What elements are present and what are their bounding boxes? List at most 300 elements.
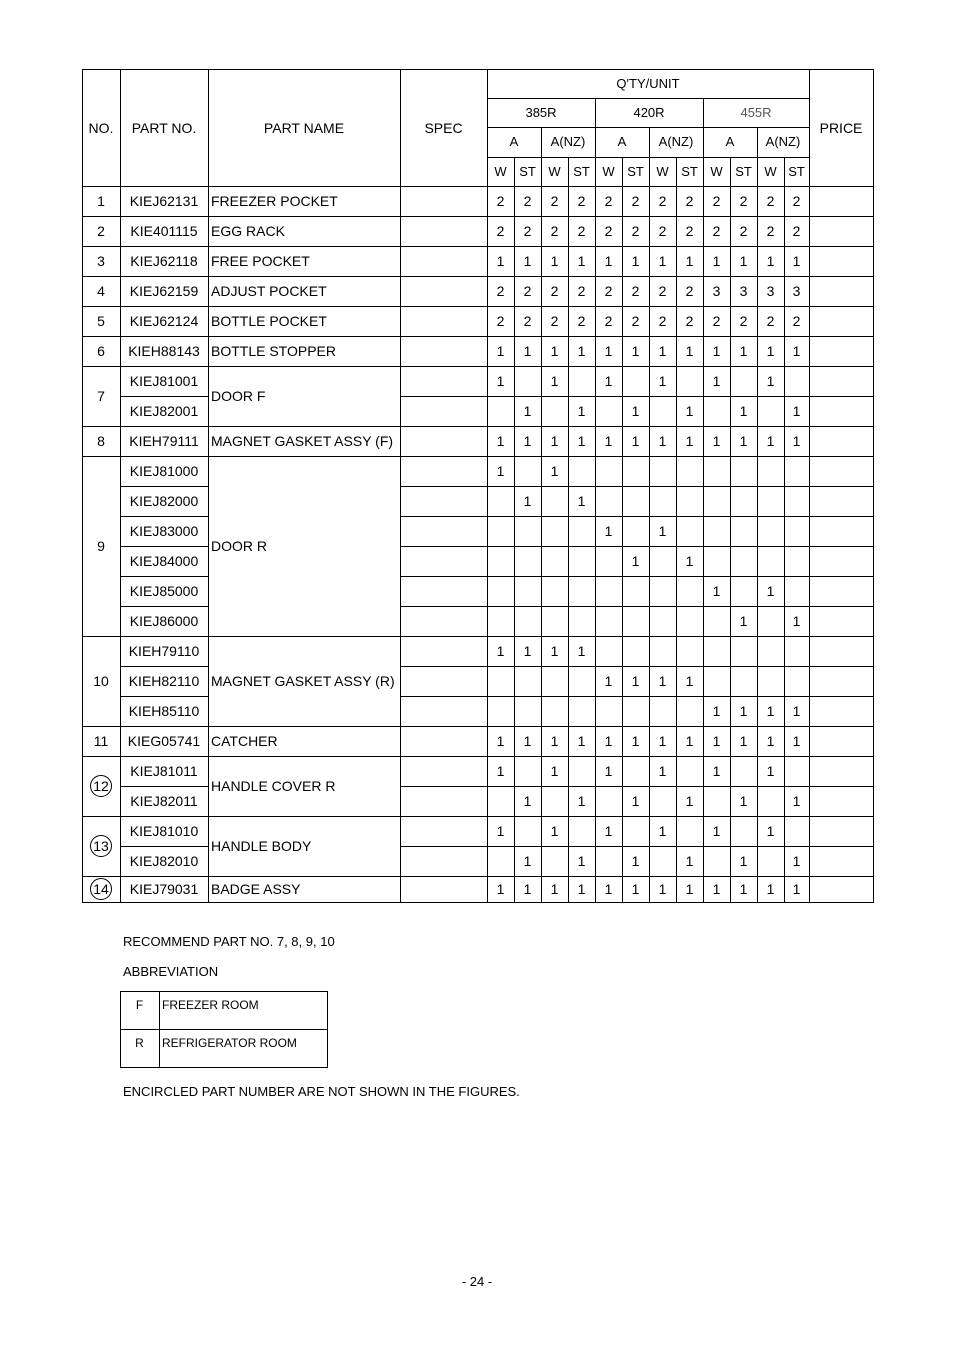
qty-cell: 1: [550, 433, 559, 449]
qty-cell: 2: [577, 283, 586, 299]
qty-cell: 2: [604, 223, 613, 239]
qty-cell: 1: [523, 733, 532, 749]
part-name: HANDLE BODY: [211, 838, 312, 854]
part-number: KIEJ81010: [129, 823, 199, 839]
qty-cell: 1: [685, 881, 694, 897]
part-number: KIEJ79031: [129, 881, 199, 897]
qty-cell: 2: [658, 223, 667, 239]
qty-cell: 2: [658, 193, 667, 209]
qty-cell: 2: [792, 223, 801, 239]
part-number: KIEJ81011: [130, 763, 198, 779]
abbr-box-border: [120, 991, 328, 992]
qty-cell: 2: [712, 193, 721, 209]
part-name: FREE POCKET: [211, 253, 310, 269]
qty-cell: 1: [631, 673, 640, 689]
qty-cell: 1: [604, 733, 613, 749]
qty-cell: 1: [739, 733, 748, 749]
qty-cell: 1: [604, 343, 613, 359]
part-name: BADGE ASSY: [211, 881, 301, 897]
recommend-note: RECOMMEND PART NO. 7, 8, 9, 10: [123, 934, 335, 949]
item-number: 11: [93, 733, 109, 749]
header-color: ST: [681, 163, 698, 179]
qty-cell: 1: [712, 583, 721, 599]
qty-cell: 1: [496, 373, 505, 389]
qty-cell: 1: [792, 881, 801, 897]
row-separator: [400, 846, 874, 847]
part-number: KIEJ81001: [129, 373, 199, 389]
header-bottom-line: [82, 186, 874, 187]
header-part-name: PART NAME: [263, 119, 345, 136]
qty-cell: 2: [577, 313, 586, 329]
row-separator: [400, 606, 874, 607]
qty-cell: 1: [792, 703, 801, 719]
row-separator: [120, 606, 209, 607]
part-number: KIEJ83000: [129, 523, 199, 539]
group-separator: [82, 246, 874, 247]
row-separator: [120, 666, 209, 667]
header-color: W: [656, 163, 669, 179]
part-number: KIEJ84000: [129, 553, 199, 569]
table-vline: [568, 157, 569, 903]
group-separator: [82, 636, 874, 637]
qty-cell: 1: [577, 793, 586, 809]
abbr-box-border: [120, 991, 121, 1068]
qty-cell: 2: [577, 223, 586, 239]
qty-cell: 1: [658, 673, 667, 689]
qty-cell: 1: [766, 343, 775, 359]
qty-cell: 1: [685, 673, 694, 689]
qty-cell: 3: [792, 283, 801, 299]
qty-cell: 1: [685, 253, 694, 269]
qty-cell: 1: [766, 703, 775, 719]
group-separator: [82, 366, 874, 367]
qty-cell: 1: [550, 823, 559, 839]
qty-cell: 1: [550, 253, 559, 269]
qty-cell: 2: [604, 313, 613, 329]
qty-cell: 1: [550, 763, 559, 779]
qty-cell: 1: [792, 853, 801, 869]
qty-cell: 1: [496, 763, 505, 779]
table-hline: [487, 98, 810, 99]
part-name: MAGNET GASKET ASSY (R): [211, 673, 395, 689]
encircled-note: ENCIRCLED PART NUMBER ARE NOT SHOWN IN THE FIGURES.: [123, 1084, 520, 1099]
qty-cell: 2: [739, 313, 748, 329]
qty-cell: 1: [577, 433, 586, 449]
header-color: ST: [573, 163, 590, 179]
item-number: 1: [97, 193, 105, 209]
qty-cell: 1: [631, 343, 640, 359]
qty-cell: 1: [658, 253, 667, 269]
qty-cell: 1: [685, 793, 694, 809]
table-top-border: [82, 69, 874, 70]
qty-cell: 1: [712, 703, 721, 719]
header-price: PRICE: [819, 119, 863, 136]
row-separator: [400, 486, 874, 487]
part-number: KIEJ82001: [129, 403, 199, 419]
abbr-code: R: [135, 1036, 144, 1050]
qty-cell: 1: [523, 881, 532, 897]
qty-cell: 1: [792, 253, 801, 269]
header-part-no: PART NO.: [131, 119, 197, 136]
group-separator: [82, 456, 874, 457]
header-color: W: [764, 163, 777, 179]
qty-cell: 1: [712, 253, 721, 269]
qty-cell: 1: [685, 433, 694, 449]
group-separator: [82, 336, 874, 337]
qty-cell: 1: [577, 733, 586, 749]
table-vline: [622, 157, 623, 903]
qty-cell: 1: [496, 823, 505, 839]
qty-cell: 2: [523, 223, 532, 239]
row-separator: [400, 396, 874, 397]
header-color: W: [602, 163, 615, 179]
part-number: KIEH79111: [129, 433, 199, 449]
qty-cell: 1: [739, 881, 748, 897]
qty-cell: 1: [550, 343, 559, 359]
qty-cell: 1: [523, 343, 532, 359]
row-separator: [120, 696, 209, 697]
qty-cell: 1: [766, 881, 775, 897]
qty-cell: 2: [739, 223, 748, 239]
header-color: ST: [735, 163, 752, 179]
abbr-box-border: [327, 991, 328, 1068]
encircled-number-ring: [90, 775, 112, 797]
qty-cell: 2: [604, 193, 613, 209]
abbr-box-border: [159, 991, 160, 1068]
row-separator: [400, 516, 874, 517]
part-name: BOTTLE STOPPER: [211, 343, 336, 359]
qty-cell: 1: [739, 613, 748, 629]
row-separator: [400, 666, 874, 667]
qty-cell: 3: [766, 283, 775, 299]
header-color: W: [710, 163, 723, 179]
qty-cell: 1: [739, 703, 748, 719]
qty-cell: 1: [792, 433, 801, 449]
qty-cell: 2: [496, 193, 505, 209]
qty-cell: 1: [766, 583, 775, 599]
part-name: DOOR F: [211, 388, 266, 404]
qty-cell: 1: [604, 253, 613, 269]
qty-cell: 1: [496, 253, 505, 269]
row-separator: [400, 576, 874, 577]
abbr-meaning: REFRIGERATOR ROOM: [162, 1036, 297, 1050]
row-separator: [120, 546, 209, 547]
qty-cell: 1: [496, 643, 505, 659]
qty-cell: 1: [739, 853, 748, 869]
qty-cell: 1: [792, 343, 801, 359]
qty-cell: 1: [712, 823, 721, 839]
qty-cell: 1: [523, 493, 532, 509]
part-number: KIEH82110: [128, 673, 200, 689]
qty-cell: 1: [685, 403, 694, 419]
table-vline: [541, 127, 542, 158]
part-name: EGG RACK: [211, 223, 285, 239]
qty-cell: 1: [604, 373, 613, 389]
qty-cell: 1: [550, 463, 559, 479]
table-vline: [649, 157, 650, 903]
qty-cell: 1: [604, 881, 613, 897]
qty-cell: 1: [550, 733, 559, 749]
abbr-meaning: FREEZER ROOM: [162, 998, 259, 1012]
header-variant: A(NZ): [550, 134, 586, 149]
header-variant: A: [509, 134, 519, 149]
qty-cell: 1: [577, 643, 586, 659]
qty-cell: 1: [739, 433, 748, 449]
row-separator: [400, 696, 874, 697]
abbr-box-border: [120, 1067, 328, 1068]
qty-cell: 2: [523, 283, 532, 299]
qty-cell: 1: [550, 373, 559, 389]
qty-cell: 2: [577, 193, 586, 209]
qty-cell: 1: [631, 553, 640, 569]
header-no: NO.: [88, 119, 114, 136]
item-number: 3: [97, 253, 105, 269]
qty-cell: 1: [766, 373, 775, 389]
qty-cell: 1: [577, 343, 586, 359]
qty-cell: 1: [685, 853, 694, 869]
qty-cell: 1: [766, 253, 775, 269]
qty-cell: 1: [658, 823, 667, 839]
qty-cell: 2: [685, 223, 694, 239]
qty-cell: 1: [577, 403, 586, 419]
part-name: DOOR R: [211, 538, 267, 554]
part-name: HANDLE COVER R: [211, 778, 336, 794]
qty-cell: 1: [792, 733, 801, 749]
row-separator: [400, 546, 874, 547]
qty-cell: 2: [631, 193, 640, 209]
qty-cell: 2: [496, 283, 505, 299]
qty-cell: 1: [604, 673, 613, 689]
part-number: KIEJ62124: [129, 313, 199, 329]
qty-cell: 1: [712, 733, 721, 749]
qty-cell: 1: [496, 881, 505, 897]
table-vline: [703, 98, 704, 128]
qty-cell: 1: [658, 343, 667, 359]
item-number: 14: [93, 881, 109, 897]
qty-cell: 1: [577, 853, 586, 869]
qty-cell: 1: [604, 523, 613, 539]
qty-cell: 1: [658, 523, 667, 539]
group-separator: [82, 306, 874, 307]
part-number: KIEJ85000: [129, 583, 199, 599]
qty-cell: 2: [496, 223, 505, 239]
qty-cell: 1: [631, 433, 640, 449]
table-vline: [649, 127, 650, 158]
row-separator: [120, 486, 209, 487]
qty-cell: 2: [792, 313, 801, 329]
qty-cell: 2: [604, 283, 613, 299]
qty-cell: 2: [685, 193, 694, 209]
qty-cell: 1: [496, 343, 505, 359]
qty-cell: 1: [712, 763, 721, 779]
qty-cell: 1: [604, 433, 613, 449]
qty-cell: 1: [523, 433, 532, 449]
table-vline: [730, 157, 731, 903]
header-qty-unit: Q'TY/UNIT: [616, 75, 680, 91]
qty-cell: 2: [550, 193, 559, 209]
qty-cell: 2: [766, 193, 775, 209]
qty-cell: 1: [631, 881, 640, 897]
qty-cell: 1: [658, 433, 667, 449]
part-number: KIEJ86000: [129, 613, 199, 629]
item-number: 13: [93, 838, 109, 854]
qty-cell: 1: [496, 433, 505, 449]
abbr-code: F: [135, 998, 144, 1012]
qty-cell: 1: [523, 643, 532, 659]
header-model: 420R: [633, 104, 665, 120]
part-name: BOTTLE POCKET: [211, 313, 327, 329]
item-number: 10: [93, 673, 109, 689]
part-name: ADJUST POCKET: [211, 283, 327, 299]
item-number: 8: [97, 433, 105, 449]
qty-cell: 2: [523, 313, 532, 329]
header-color: ST: [627, 163, 644, 179]
item-number: 9: [97, 538, 105, 554]
header-color: W: [548, 163, 561, 179]
table-vline: [595, 157, 596, 903]
row-separator: [120, 846, 209, 847]
qty-cell: 1: [550, 643, 559, 659]
qty-cell: 2: [792, 193, 801, 209]
part-number: KIEG05741: [127, 733, 201, 749]
header-spec: SPEC: [424, 119, 463, 136]
item-number: 6: [97, 343, 105, 359]
row-separator: [120, 576, 209, 577]
encircled-number-ring: [90, 878, 112, 900]
part-number: KIEJ82000: [129, 493, 199, 509]
qty-cell: 2: [550, 313, 559, 329]
qty-cell: 1: [685, 553, 694, 569]
qty-cell: 1: [631, 253, 640, 269]
abbreviation-title: ABBREVIATION: [123, 964, 219, 979]
qty-cell: 1: [712, 433, 721, 449]
qty-cell: 1: [766, 823, 775, 839]
part-name: MAGNET GASKET ASSY (F): [211, 433, 394, 449]
table-left-border: [82, 69, 83, 903]
qty-cell: 1: [550, 881, 559, 897]
qty-cell: 1: [739, 403, 748, 419]
qty-cell: 1: [739, 343, 748, 359]
part-number: KIEJ82010: [129, 853, 199, 869]
header-model: 385R: [525, 104, 557, 120]
qty-cell: 2: [631, 313, 640, 329]
qty-cell: 1: [523, 853, 532, 869]
table-vline: [757, 157, 758, 903]
qty-cell: 1: [766, 763, 775, 779]
group-separator: [82, 426, 874, 427]
table-vline: [676, 157, 677, 903]
part-number: KIEH88143: [128, 343, 200, 359]
qty-cell: 2: [685, 283, 694, 299]
header-variant: A(NZ): [765, 134, 801, 149]
qty-cell: 2: [658, 283, 667, 299]
table-vline: [757, 127, 758, 158]
group-separator: [82, 726, 874, 727]
row-separator: [120, 786, 209, 787]
group-separator: [82, 876, 874, 877]
qty-cell: 1: [631, 733, 640, 749]
qty-cell: 1: [523, 403, 532, 419]
part-name: FREEZER POCKET: [211, 193, 338, 209]
item-number: 7: [97, 388, 105, 404]
row-separator: [120, 516, 209, 517]
item-number: 12: [93, 778, 109, 794]
qty-cell: 2: [496, 313, 505, 329]
qty-cell: 1: [739, 253, 748, 269]
qty-cell: 2: [712, 313, 721, 329]
table-vline: [703, 127, 704, 158]
header-model: 455R: [740, 104, 772, 120]
qty-cell: 2: [658, 313, 667, 329]
qty-cell: 1: [792, 613, 801, 629]
header-color: ST: [519, 163, 536, 179]
qty-cell: 2: [631, 283, 640, 299]
item-number: 5: [97, 313, 105, 329]
qty-cell: 2: [739, 193, 748, 209]
qty-cell: 1: [604, 823, 613, 839]
encircled-number-ring: [90, 835, 112, 857]
qty-cell: 1: [604, 763, 613, 779]
group-separator: [82, 816, 874, 817]
table-vline: [541, 157, 542, 903]
qty-cell: 1: [658, 733, 667, 749]
row-separator: [120, 396, 209, 397]
qty-cell: 2: [685, 313, 694, 329]
qty-cell: 2: [712, 223, 721, 239]
part-name: CATCHER: [211, 733, 278, 749]
qty-cell: 2: [631, 223, 640, 239]
part-number: KIE401115: [130, 223, 198, 239]
part-number: KIEH79110: [128, 643, 200, 659]
qty-cell: 1: [685, 733, 694, 749]
qty-cell: 2: [766, 313, 775, 329]
qty-cell: 1: [631, 793, 640, 809]
qty-cell: 1: [792, 793, 801, 809]
qty-cell: 1: [712, 881, 721, 897]
qty-cell: 3: [712, 283, 721, 299]
qty-cell: 1: [523, 793, 532, 809]
page-number: - 24 -: [461, 1274, 493, 1289]
group-separator: [82, 902, 874, 903]
table-vline: [784, 157, 785, 903]
qty-cell: 1: [766, 433, 775, 449]
header-color: ST: [788, 163, 805, 179]
qty-cell: 1: [658, 881, 667, 897]
qty-cell: 1: [658, 373, 667, 389]
qty-cell: 2: [523, 193, 532, 209]
item-number: 4: [97, 283, 105, 299]
qty-cell: 2: [550, 223, 559, 239]
abbr-box-border: [120, 1029, 328, 1030]
qty-cell: 1: [577, 253, 586, 269]
qty-cell: 1: [496, 463, 505, 479]
part-number: KIEJ81000: [129, 463, 199, 479]
item-number: 2: [97, 223, 105, 239]
group-separator: [82, 276, 874, 277]
part-number: KIEJ62159: [129, 283, 199, 299]
group-separator: [82, 216, 874, 217]
qty-cell: 2: [550, 283, 559, 299]
qty-cell: 1: [523, 253, 532, 269]
qty-cell: 1: [792, 403, 801, 419]
part-number: KIEJ62131: [129, 193, 199, 209]
header-color: W: [494, 163, 507, 179]
qty-cell: 1: [712, 373, 721, 389]
qty-cell: 1: [685, 343, 694, 359]
table-vline: [595, 98, 596, 128]
header-variant: A(NZ): [658, 134, 694, 149]
qty-cell: 1: [739, 793, 748, 809]
